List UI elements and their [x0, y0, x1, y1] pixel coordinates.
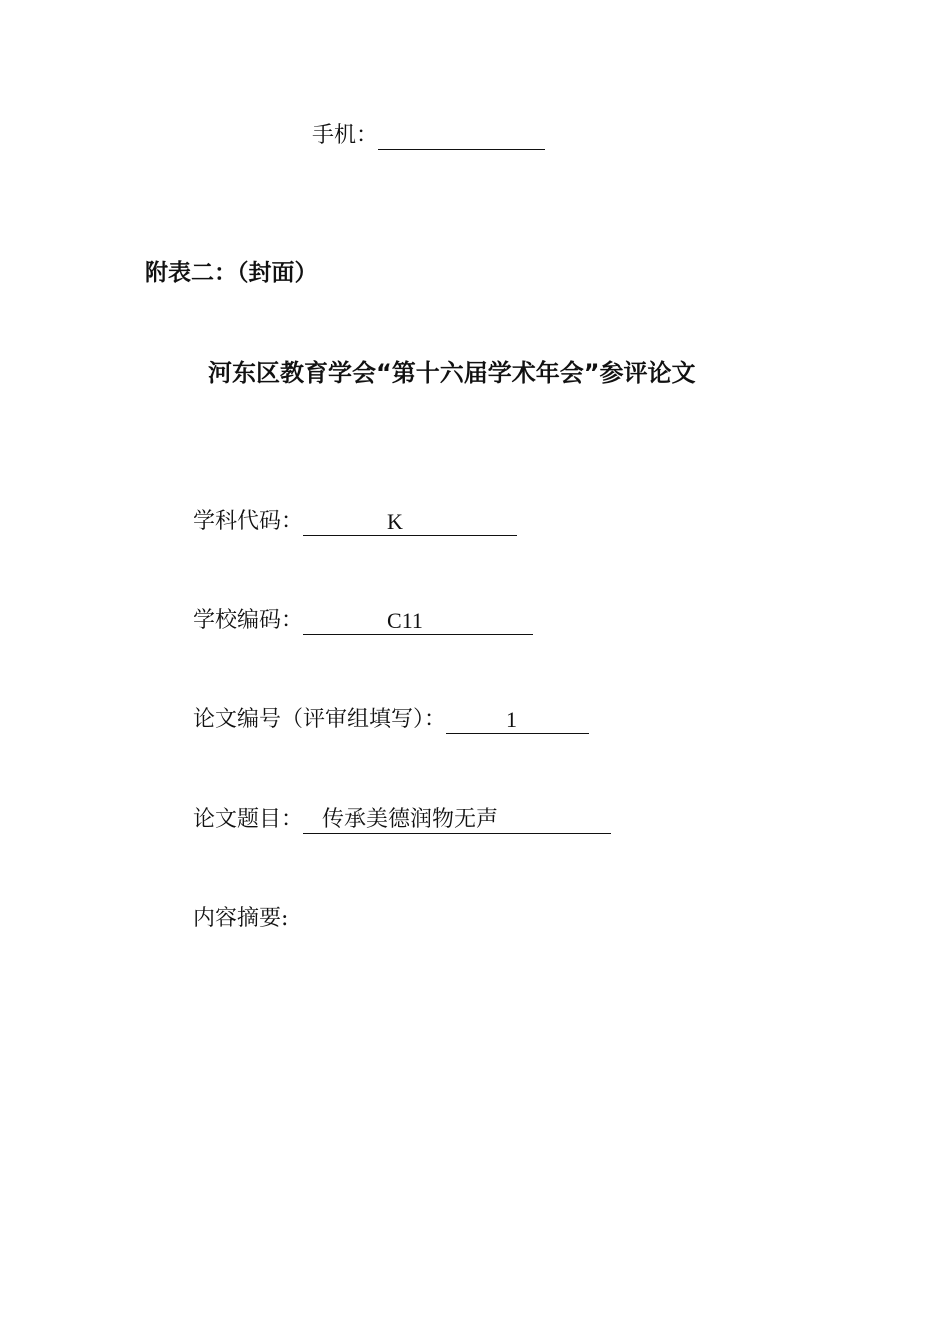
- paper-title-value: 传承美德润物无声: [322, 807, 499, 832]
- phone-row: [312, 122, 545, 150]
- appendix-heading: 附表二：（封面）: [145, 260, 318, 286]
- paper-title-row: [193, 806, 611, 834]
- subject-code-label: 学科代码：: [193, 509, 304, 534]
- school-code-row: [193, 607, 533, 635]
- school-code-label: 学校编码：: [193, 608, 304, 633]
- subject-code-blank[interactable]: [303, 509, 517, 536]
- document-title: 河东区教育学会“第十六届学术年会”参评论文: [208, 359, 696, 387]
- subject-code-value: K: [387, 509, 403, 534]
- abstract-label: 内容摘要:: [193, 906, 289, 931]
- subject-code-row: [193, 508, 517, 536]
- paper-number-value: 1: [506, 707, 518, 732]
- phone-blank[interactable]: [378, 123, 545, 150]
- paper-title-blank[interactable]: [303, 807, 611, 834]
- paper-number-row: [193, 706, 589, 734]
- school-code-value: C11: [387, 608, 423, 633]
- paper-number-blank[interactable]: [446, 707, 589, 734]
- phone-label: 手机：: [312, 123, 379, 148]
- paper-number-label: 论文编号（评审组填写）：: [193, 707, 447, 732]
- school-code-blank[interactable]: [303, 608, 533, 635]
- paper-title-label: 论文题目：: [193, 807, 304, 832]
